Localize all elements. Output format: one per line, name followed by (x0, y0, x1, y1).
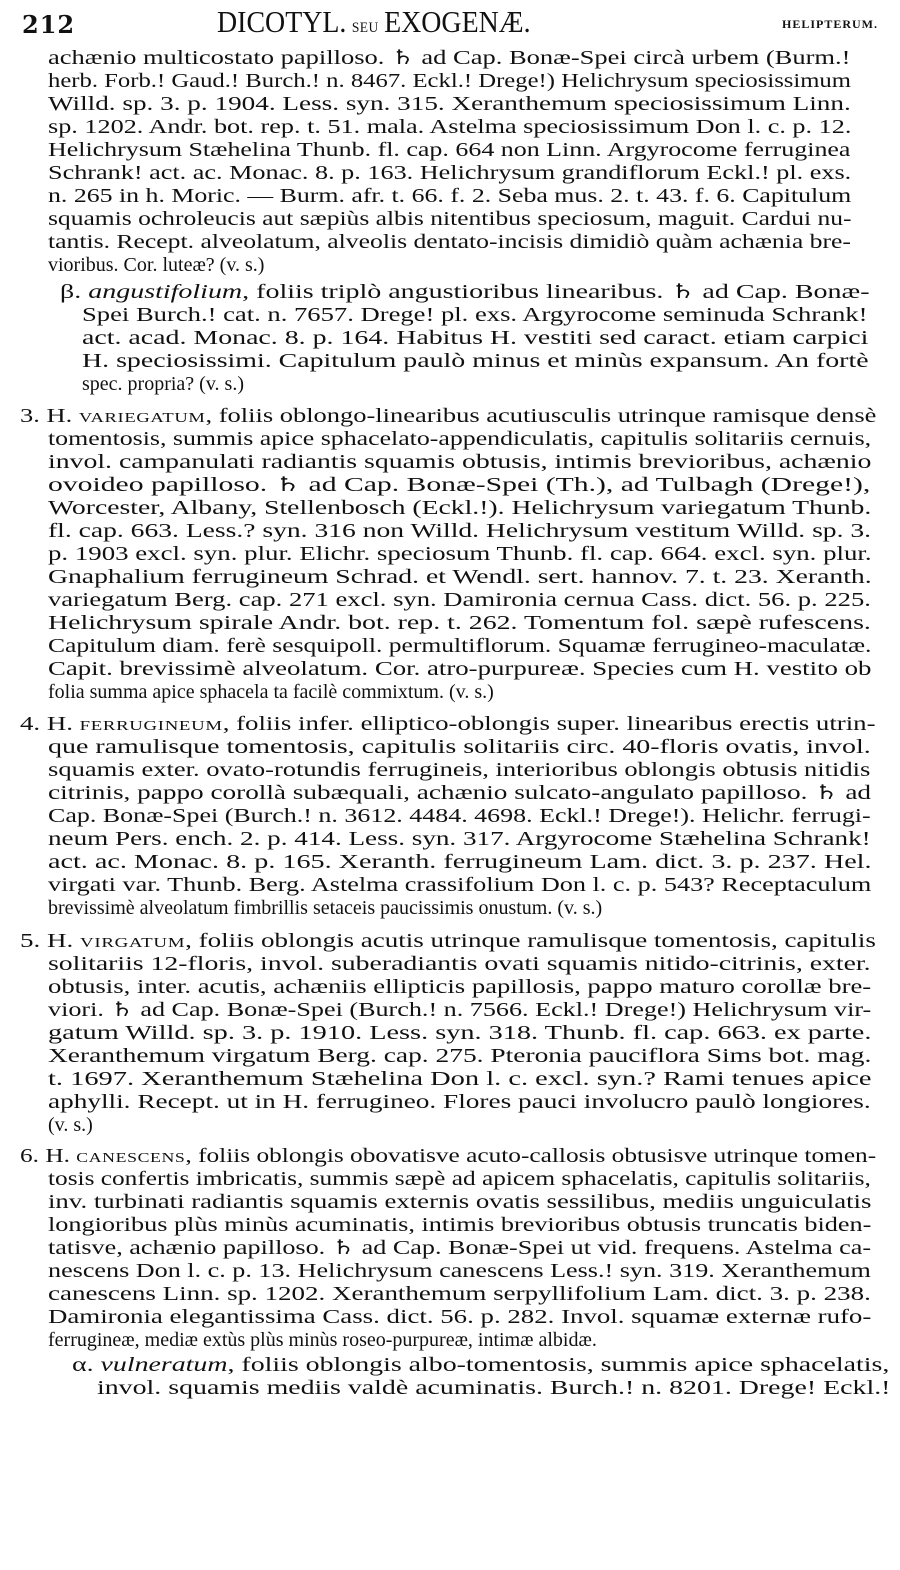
line-text: act. acad. Monac. 8. p. 164. Habitus H. vestiti sed caract. etiam carpici (82, 327, 869, 349)
text-line (48, 520, 871, 543)
page-number: 212 (22, 10, 76, 39)
line-text: Capitulum diam. ferè sesquipoll. permultiflorum. Squamæ ferrugineo-maculatæ. (48, 635, 872, 657)
text-line (48, 208, 851, 231)
text-line (20, 713, 876, 736)
text-line (48, 635, 871, 658)
running-head: HELIPTERUM. (781, 17, 878, 31)
text-line (48, 782, 871, 805)
line-text: Damironia elegantissima Cass. dict. 56. p. 282. Invol. squamæ externæ rufo- (48, 1306, 872, 1328)
line-text: spec. propria? (v. s.) (82, 373, 244, 395)
line-text: obtusis, inter. acutis, achæniis ellipticis papillosis, pappo maturo corollæ bre- (48, 976, 872, 998)
line-text: invol. squamis mediis valdè acuminatis. Burch.! n. 8201. Drege! Eckl.! (97, 1377, 891, 1399)
text-line (82, 350, 869, 373)
line-text: H. speciosissimi. Capitulum paulò minus et minùs expansum. An fortè (82, 350, 869, 372)
species-name: variegatum (78, 405, 206, 427)
line-text: Spei Burch.! cat. n. 7657. Drege! pl. exs. Argyrocome seminuda Schrank! (82, 304, 868, 326)
text-line (48, 428, 871, 451)
line-text: Willd. sp. 3. p. 1904. Less. syn. 315. Xeranthemum speciosissimum Linn. (48, 93, 851, 115)
text-line (72, 1354, 889, 1377)
text-line (48, 1237, 871, 1260)
line-text: Schrank! act. ac. Monac. 8. p. 163. Helichrysum grandiflorum Eckl.! pl. exs. (48, 162, 852, 184)
line-text: , foliis oblongis obovatisve acuto-callosis obtusisve utrinque tomen- (185, 1145, 877, 1167)
line-text: herb. Forb.! Gaud.! Burch.! n. 8467. Eckl.! Drege!) Helichrysum speciosissimum (48, 70, 851, 92)
line-text: que ramulisque tomentosis, capitulis solitariis circ. 40-floris ovatis, invol. (48, 736, 871, 758)
line-text: brevissimè alveolatum fimbrillis setaceis paucissimis onustum. (v. s.) (48, 897, 603, 919)
line-text: solitariis 12-floris, invol. suberadiantis ovati squamis nitido-citrinis, exter. (48, 953, 871, 975)
line-text: Cap. Bonæ-Spei (Burch.! n. 3612. 4484. 4698. Eckl.! Drege!). Helichr. ferrugi- (48, 805, 871, 827)
text-line (48, 1214, 871, 1237)
text-line (48, 1191, 871, 1214)
text-line (48, 93, 851, 116)
line-text: folia summa apice sphacela ta facilè commixtum. (v. s.) (48, 681, 494, 703)
variety-name: vulneratum (100, 1354, 228, 1376)
text-line (48, 162, 851, 185)
entry-label: α. (72, 1354, 101, 1376)
text-line (48, 805, 871, 828)
text-line (48, 566, 872, 589)
text-line (48, 658, 871, 681)
line-text: invol. campanulati radiantis squamis obtusis, intimis brevioribus, achænio (48, 451, 872, 473)
line-text: longioribus plùs minùs acuminatis, intimis brevioribus obtusis truncatis biden- (48, 1214, 872, 1236)
text-line (48, 254, 264, 277)
text-line (48, 874, 871, 897)
line-text: n. 265 in h. Moric. — Burm. afr. t. 66. f. 2. Seba mus. 2. t. 43. f. 6. Capitulum (48, 185, 852, 207)
text-line (48, 759, 870, 782)
text-line (48, 1068, 871, 1091)
line-text: citrinis, pappo corollà subæquali, achænio sulcato-angulato papilloso. ♄ ad (48, 782, 872, 804)
text-line (48, 851, 872, 874)
species-name: canescens (76, 1145, 186, 1167)
text-line (48, 1022, 871, 1045)
text-line (48, 897, 602, 920)
entry-label: 3. H. (20, 405, 79, 427)
line-text: ferrugineæ, mediæ extùs plùs minùs roseo-purpureæ, intimæ albidæ. (48, 1329, 597, 1351)
text-line (48, 1329, 597, 1352)
line-text: inv. turbinati radiantis squamis externis ovatis sessilibus, mediis unguiculatis (48, 1191, 872, 1213)
line-text: variegatum Berg. cap. 271 excl. syn. Damironia cernua Cass. dict. 56. p. 225. (48, 589, 871, 611)
line-text: tantis. Recept. alveolatum, alveolis dentato-incisis dimidiò quàm achænia bre- (48, 231, 851, 253)
variety-name: angustifolium (88, 281, 243, 303)
line-text: squamis ochroleucis aut sæpiùs albis nitentibus speciosum, maguit. Cardui nu- (48, 208, 852, 230)
text-line (48, 139, 850, 162)
text-line (48, 543, 872, 566)
text-line (48, 1283, 871, 1306)
line-text: , foliis oblongo-linearibus acutiusculis utrinque ramisque densè (205, 405, 877, 427)
text-line (20, 930, 876, 953)
title-connector: seu (351, 13, 379, 37)
text-line (48, 999, 871, 1022)
text-line (48, 1114, 93, 1137)
text-line (60, 281, 870, 304)
text-line (82, 327, 868, 350)
species-name: ferrugineum (79, 713, 223, 735)
text-line (48, 589, 871, 612)
text-line (48, 976, 871, 999)
line-text: nescens Don l. c. p. 13. Helichrysum canescens Less.! syn. 319. Xeranthemum (48, 1260, 871, 1282)
text-line (48, 497, 871, 520)
line-text: Gnaphalium ferrugineum Schrad. et Wendl. sert. hannov. 7. t. 23. Xeranth. (48, 566, 872, 588)
page-header (22, 4, 878, 40)
line-text: , foliis oblongis acutis utrinque ramulisque tomentosis, capitulis (185, 930, 876, 952)
line-text: t. 1697. Xeranthemum Stæhelina Don l. c. excl. syn.? Rami tenues apice (48, 1068, 872, 1090)
line-text: squamis exter. ovato-rotundis ferrugineis, interioribus oblongis obtusis nitidis (48, 759, 871, 781)
entry-label: 5. H. (20, 930, 81, 952)
line-text: fl. cap. 663. Less.? syn. 316 non Willd. Helichrysum vestitum Willd. sp. 3. (48, 520, 872, 542)
entry-label: 4. H. (20, 713, 80, 735)
text-line (48, 1260, 871, 1283)
text-line (48, 1091, 871, 1114)
text-line (48, 736, 871, 759)
text-line (48, 231, 851, 254)
page-title (217, 4, 531, 40)
text-line (48, 953, 871, 976)
text-line (82, 304, 867, 327)
text-line (48, 185, 851, 208)
line-text: , foliis triplò angustioribus linearibus. ♄ ad Cap. Bonæ- (242, 281, 870, 303)
line-text: tosis confertis imbricatis, summis sæpè ad apicem sphacelatis, capitulis solitariis, (48, 1168, 871, 1190)
line-text: Helichrysum Stæhelina Thunb. fl. cap. 664 non Linn. Argyrocome ferruginea (48, 139, 851, 161)
text-line (48, 828, 871, 851)
title-part-b: EXOGENÆ. (384, 4, 531, 39)
title-part-a: DICOTYL. (217, 4, 347, 39)
line-text: aphylli. Recept. ut in H. ferrugineo. Flores pauci involucro paulò longiores. (48, 1091, 871, 1113)
line-text: tomentosis, summis apice sphacelato-appendiculatis, capitulis solitariis cernuis, (48, 428, 872, 450)
text-line (48, 451, 871, 474)
line-text: , foliis oblongis albo-tomentosis, summis apice sphacelatis, (227, 1354, 890, 1376)
line-text: neum Pers. ench. 2. p. 414. Less. syn. 317. Argyrocome Stæhelina Schrank! (48, 828, 871, 850)
line-text: canescens Linn. sp. 1202. Xeranthemum serpyllifolium Lam. dict. 3. p. 238. (48, 1283, 871, 1305)
line-text: ovoideo papilloso. ♄ ad Cap. Bonæ-Spei (Th.), ad Tulbagh (Drege!), (48, 474, 871, 496)
line-text: tatisve, achænio papilloso. ♄ ad Cap. Bonæ-Spei ut vid. frequens. Astelma ca- (48, 1237, 872, 1259)
text-line (48, 474, 870, 497)
line-text: act. ac. Monac. 8. p. 165. Xeranth. ferrugineum Lam. dict. 3. p. 237. Hel. (48, 851, 872, 873)
line-text: Helichrysum spirale Andr. bot. rep. t. 262. Tomentum fol. sæpè rufescens. (48, 612, 871, 634)
line-text: viori. ♄ ad Cap. Bonæ-Spei (Burch.! n. 7566. Eckl.! Drege!) Helichrysum vir- (48, 999, 872, 1021)
line-text: Worcester, Albany, Stellenbosch (Eckl.!). Helichrysum variegatum Thunb. (48, 497, 872, 519)
text-line (97, 1377, 890, 1400)
text-line (48, 1045, 871, 1068)
text-line (48, 47, 850, 70)
text-line (48, 70, 851, 93)
species-name: virgatum (80, 930, 186, 952)
text-line (48, 681, 494, 704)
line-text: sp. 1202. Andr. bot. rep. t. 51. mala. Astelma speciosissimum Don l. c. p. 12. (48, 116, 852, 138)
text-line (20, 405, 876, 428)
line-text: achænio multicostato papilloso. ♄ ad Cap. Bonæ-Spei circà urbem (Burm.! (48, 47, 851, 69)
line-text: virgati var. Thunb. Berg. Astelma crassifolium Don l. c. p. 543? Receptaculum (48, 874, 872, 896)
line-text: vioribus. Cor. luteæ? (v. s.) (48, 254, 265, 276)
line-text: gatum Willd. sp. 3. p. 1910. Less. syn. 318. Thunb. fl. cap. 663. ex parte. (48, 1022, 872, 1044)
line-text: , foliis infer. elliptico-oblongis super. linearibus erectis utrin- (222, 713, 876, 735)
entry-label: 6. H. (20, 1145, 77, 1167)
entry-label: β. (60, 281, 89, 303)
line-text: Xeranthemum virgatum Berg. cap. 275. Pteronia pauciflora Sims bot. mag. (48, 1045, 872, 1067)
line-text: p. 1903 excl. syn. plur. Elichr. speciosum Thunb. fl. cap. 664. excl. syn. plur. (48, 543, 872, 565)
text-line (48, 116, 851, 139)
text-line (48, 612, 871, 635)
line-text: (v. s.) (48, 1114, 93, 1136)
text-line (48, 1168, 871, 1191)
text-line (48, 1306, 871, 1329)
text-line (20, 1145, 876, 1168)
line-text: Capit. brevissimè alveolatum. Cor. atro-purpureæ. Species cum H. vestito ob (48, 658, 872, 680)
text-line (82, 373, 244, 396)
